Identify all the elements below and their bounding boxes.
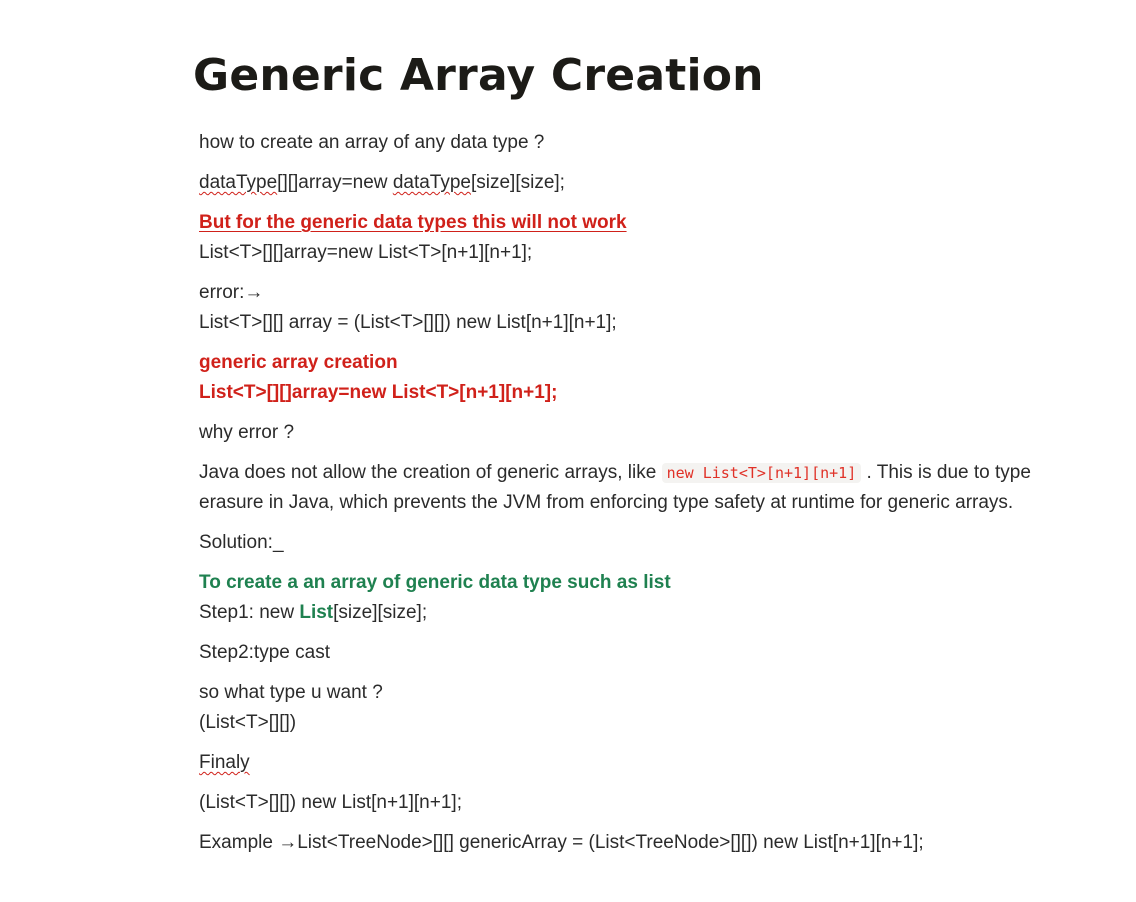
page-title: Generic Array Creation: [193, 50, 764, 101]
example-line: Example →List<TreeNode>[][] genericArray = (List<TreeNode>[][]) new List[n+1][n+1];: [199, 832, 924, 853]
text-run: [][]array=new: [277, 172, 393, 193]
inline-code: new List<T>[n+1][n+1]: [662, 463, 862, 483]
step1-line: [199, 600, 427, 626]
final-code-line: (List<T>[][]) new List[n+1][n+1];: [199, 792, 462, 813]
error-code-line: List<T>[][]array=new List<T>[n+1][n+1];: [199, 382, 558, 403]
highlight-word: List: [299, 602, 334, 623]
spellcheck-word: Finaly: [199, 752, 250, 773]
code-line: List<T>[][]array=new List<T>[n+1][n+1];: [199, 242, 533, 263]
error-label: error:→: [199, 282, 264, 303]
text-run: Step1: new: [199, 602, 300, 623]
why-error-line: why error ?: [199, 422, 295, 443]
cast-line: (List<T>[][]): [199, 712, 297, 733]
array-syntax-line: [199, 170, 565, 196]
code-line: List<T>[][] array = (List<T>[][]) new List[n+1][n+1];: [199, 312, 617, 333]
warning-heading: But for the generic data types this will not work: [199, 212, 627, 233]
explanation-paragraph: [199, 458, 1069, 518]
step2-line: Step2:type cast: [199, 642, 330, 663]
finally-label: [199, 750, 250, 776]
text-run: [size][size];: [333, 602, 428, 623]
text-run: . This is due to type erasure in Java, which prevents the JVM from enforcing type safety at runtime for generic arrays.: [199, 462, 1031, 513]
solution-heading: To create a an array of generic data type such as list: [199, 572, 671, 593]
error-heading: generic array creation: [199, 352, 398, 373]
spellcheck-word: dataType: [199, 172, 278, 193]
text-run: [size][size];: [470, 172, 565, 193]
question-line: how to create an array of any data type ?: [199, 132, 545, 153]
question-line: so what type u want ?: [199, 682, 383, 703]
solution-label: Solution:_: [199, 532, 284, 553]
text-run: Java does not allow the creation of generic arrays, like: [199, 462, 662, 483]
spellcheck-word: dataType: [392, 172, 471, 193]
